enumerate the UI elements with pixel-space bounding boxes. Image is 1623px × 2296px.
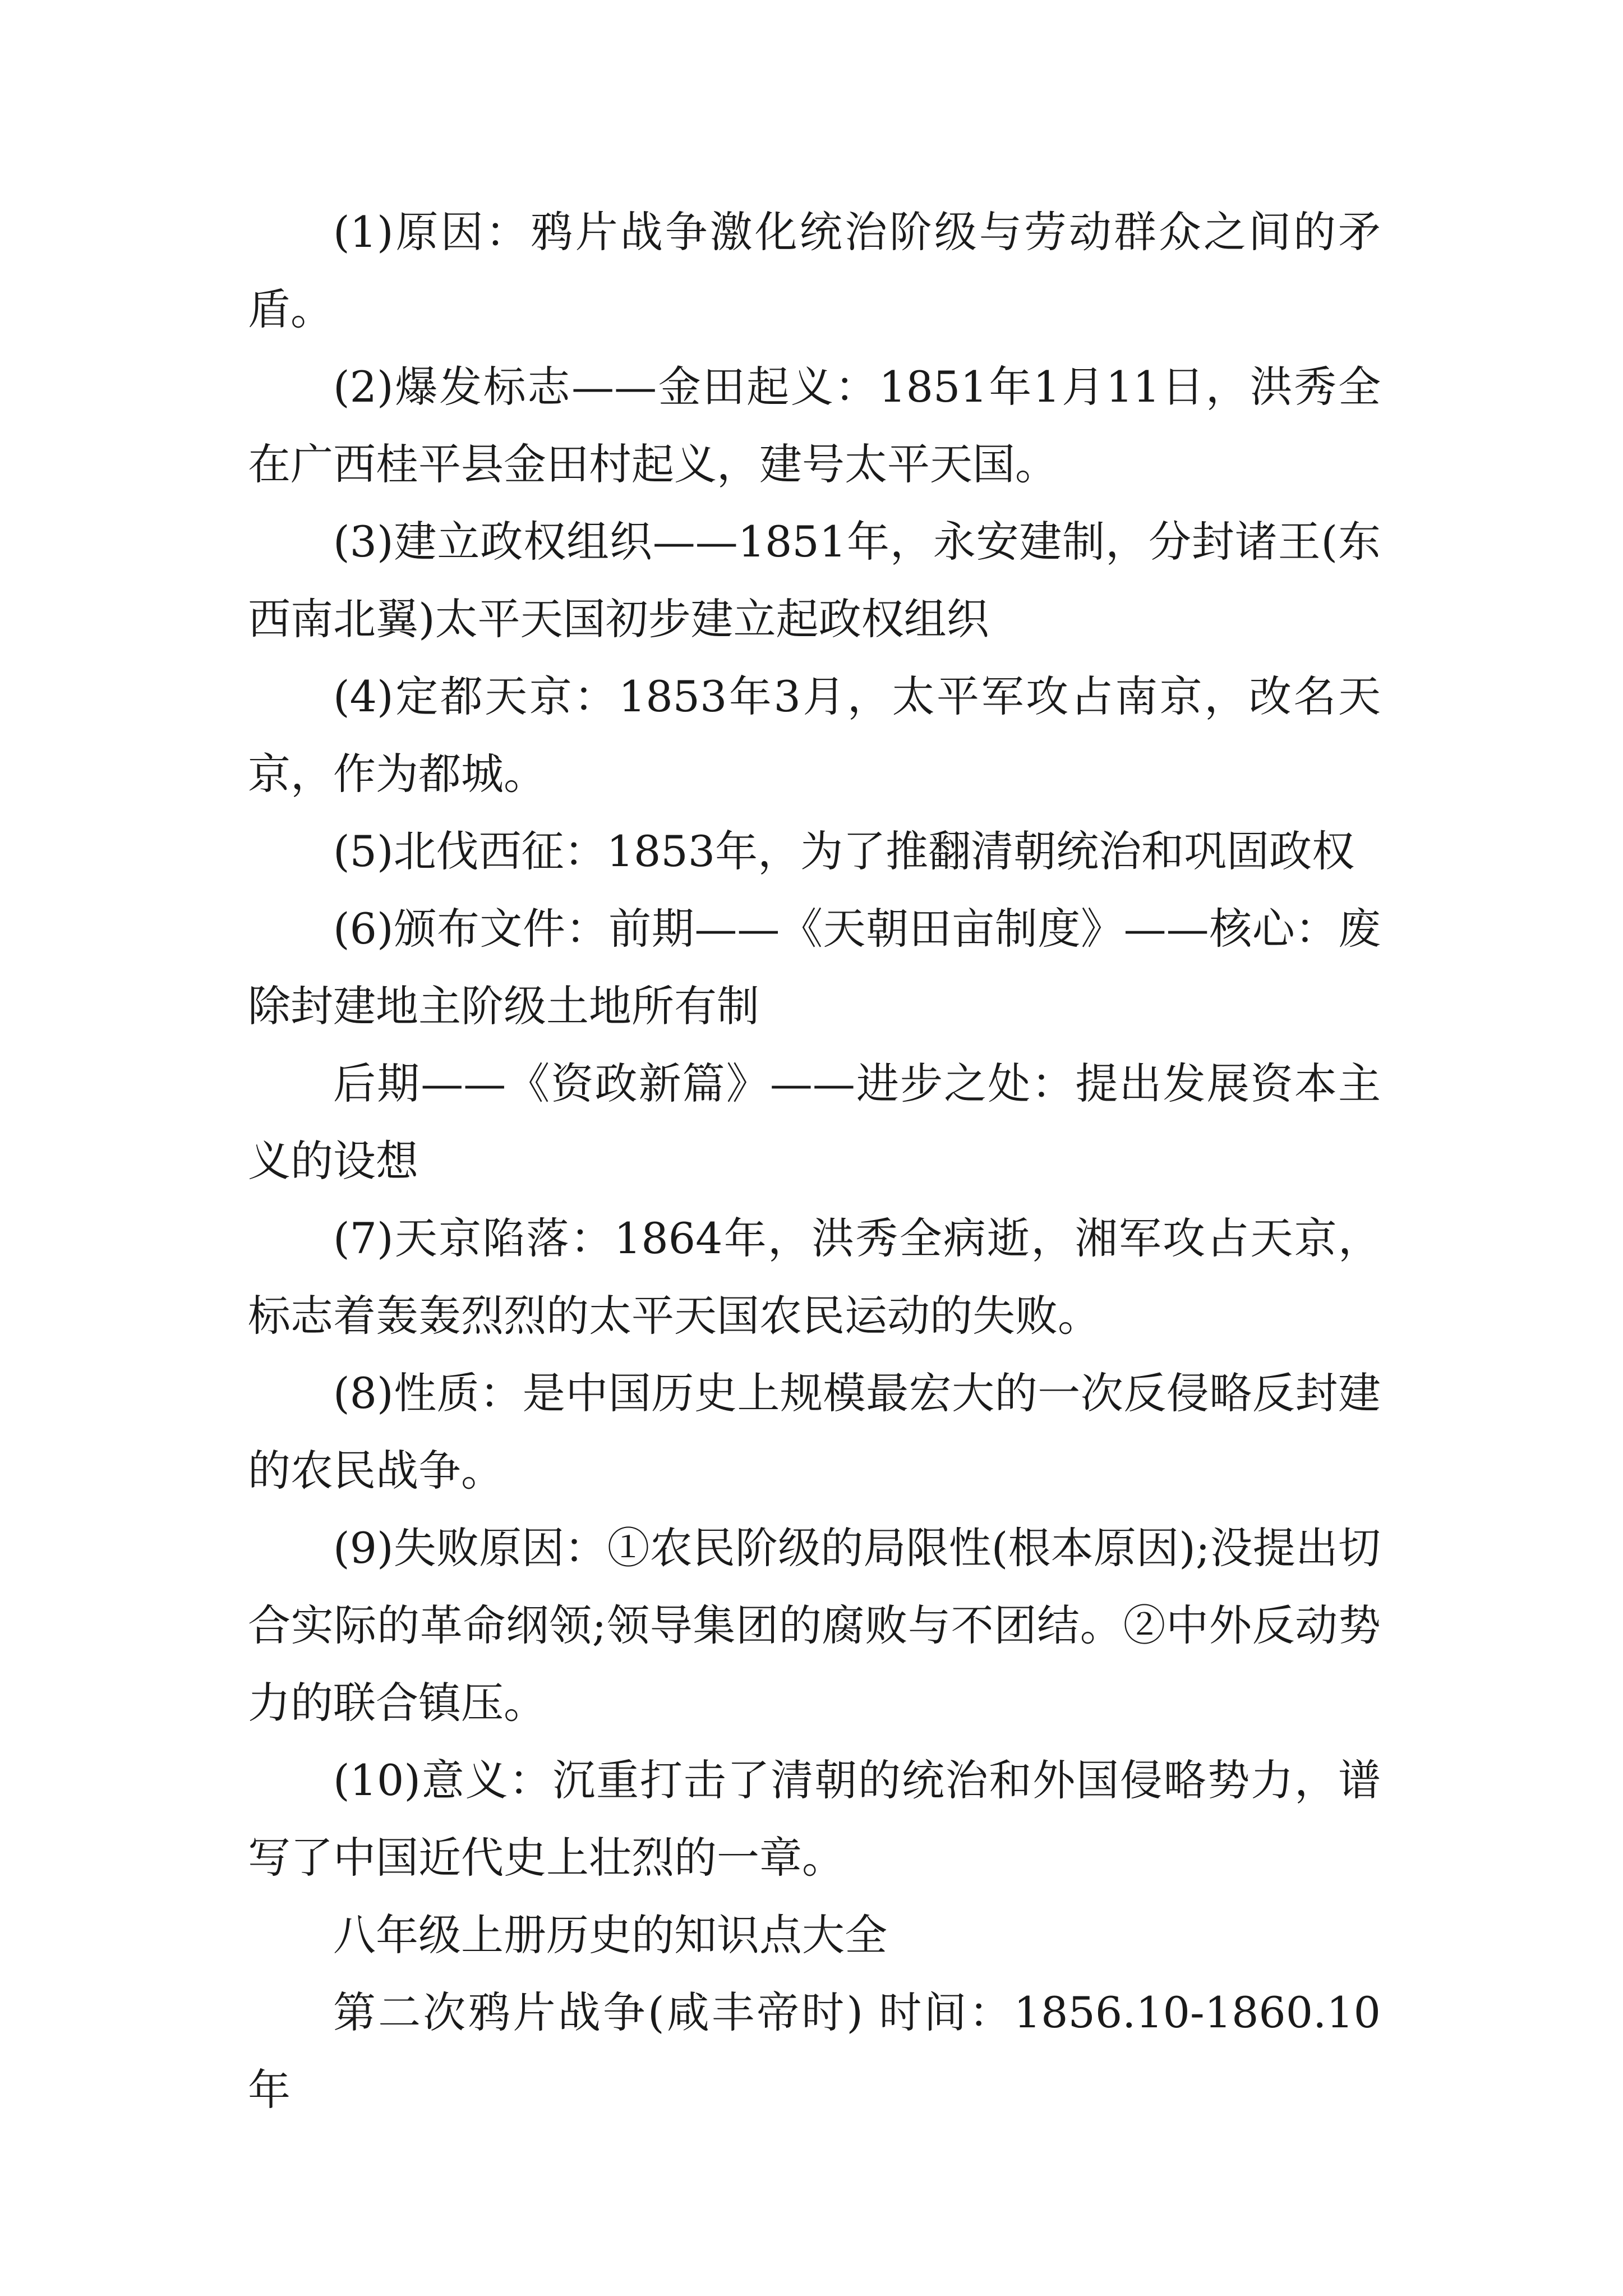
paragraph-nature: (8)性质：是中国历史上规模最宏大的一次反侵略反封建的农民战争。 [248, 1368, 1381, 1496]
document-body [248, 194, 1381, 2129]
paragraph-cause: (1)原因：鸦片战争激化统治阶级与劳动群众之间的矛盾。 [248, 207, 1381, 334]
paragraph-regime: (3)建立政权组织——1851年，永安建制，分封诸王(东西南北翼)太平天国初步建立起政权组织 [248, 517, 1381, 644]
paragraph-expeditions: (5)北伐西征：1853年，为了推翻清朝统治和巩固政权 [333, 826, 1355, 876]
paragraph-outbreak: (2)爆发标志——金田起义：1851年1月11日，洪秀全在广西桂平县金田村起义，建号太平天国。 [248, 362, 1381, 489]
paragraph-second-opium-war: 第二次鸦片战争(咸丰帝时) 时间：1856.10-1860.10年 [248, 1987, 1381, 2115]
paragraph-documents-early: (6)颁布文件：前期——《天朝田亩制度》——核心：废除封建地主阶级土地所有制 [248, 904, 1381, 1031]
paragraph-fall: (7)天京陷落：1864年，洪秀全病逝，湘军攻占天京，标志着轰轰烈烈的太平天国农民运动的失败。 [248, 1213, 1381, 1341]
paragraph-documents-late: 后期——《资政新篇》——进步之处：提出发展资本主义的设想 [248, 1059, 1381, 1186]
paragraph-failure-reasons: (9)失败原因：①农民阶级的局限性(根本原因);没提出切合实际的革命纲领;领导集团的腐败与不团结。②中外反动势力的联合镇压。 [248, 1523, 1381, 1728]
paragraph-significance: (10)意义：沉重打击了清朝的统治和外国侵略势力，谱写了中国近代史上壮烈的一章。 [248, 1755, 1381, 1883]
section-heading: 八年级上册历史的知识点大全 [333, 1910, 887, 1960]
paragraph-capital: (4)定都天京：1853年3月，太平军攻占南京，改名天京，作为都城。 [248, 671, 1381, 799]
